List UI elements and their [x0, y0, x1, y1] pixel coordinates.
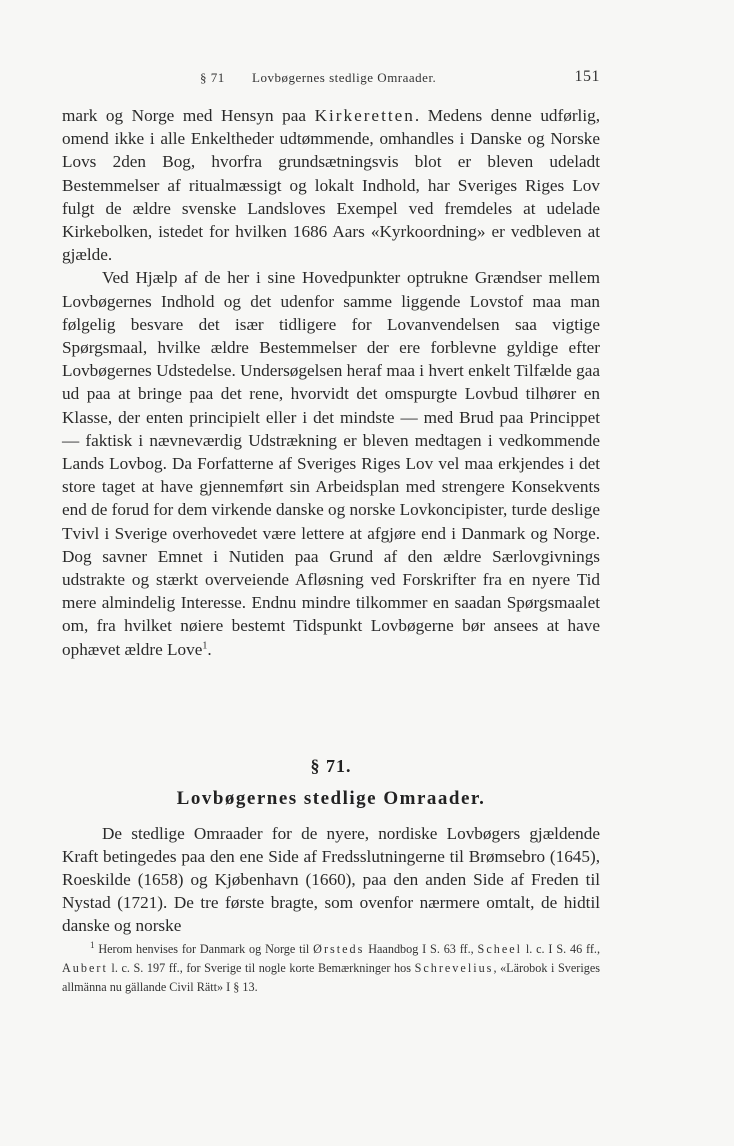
paragraph-1-text-a: mark og Norge med Hensyn paa [62, 106, 315, 125]
paragraph-1 [62, 104, 600, 266]
paragraph-2-text: Ved Hjælp af de her i sine Hovedpunkter optrukne Grændser mellem Lovbøgernes Indhold og det udenfor samme liggende Lovstof maa man følgelig besvare det især tidligere for Lovanvendelsen saa vigtige Spørgsmaal, hvilke ældre Bestemmelser der ere forblevne gyldige efter Lovbøgernes Udstedelse. Undersøgelsen heraf maa i hvert enkelt Tilfælde gaa ud paa at bringe paa det rene, hvorvidt det omspurgte Lovbud tilhører en Klasse, der enten principielt eller i det mindste — med Brud paa Princippet — faktisk i nævneværdig Udstrækning er bleven medtagen i vedkommende Lands Lovbog. Da Forfatterne af Sveriges Riges Lov vel maa erkjendes i det store taget at have gjennemført sin Arbeidsplan med strengere Konsekvents end de forud for dem virkende danske og norske Lovkoncipister, turde deslige Tvivl i Sverige overhovedet være lettere at afgjøre end i Danmark og Norge. Dog savner Emnet i Nutiden paa Grund af den ældre Særlovgivnings udstrakte og stærkt overveiende Afløsning ved Forskrifter fra en nyere Tid mere almindelig Interesse. Endnu mindre tilkommer en saadan Spørgsmaalet om, fra hvilket nøiere bestemt Tidspunkt Lovbøgerne bør ansees at have ophævet ældre Love [62, 268, 600, 659]
paragraph-2-end: . [207, 639, 212, 659]
footnote-text-e: , «Lärobok i Sveriges allmänna nu gällande Civil Rätt» I § 13. [62, 961, 600, 994]
running-head-title: Lovbøgernes stedlige Omraader. [252, 70, 437, 85]
footnote-author-orsted: Ørsteds [313, 942, 365, 956]
running-head [60, 64, 600, 92]
footnote-author-scheel: Scheel [477, 942, 523, 956]
footnote-author-schrevelius: Schrevelius [414, 961, 494, 975]
footnote-mark: 1 [90, 939, 95, 950]
footnote-text-a: Herom henvises for Danmark og Norge til [98, 942, 314, 956]
section-title: Lovbøgernes stedlige Omraader. [176, 788, 486, 809]
section-number: § 71. [310, 756, 352, 776]
footnote-text-d: l. c. S. 197 ff., for Sverige til nogle korte Bemærkninger hos [107, 961, 415, 975]
section-body [62, 822, 600, 937]
page-number: 151 [574, 68, 600, 85]
paragraph-3: De stedlige Omraader for de nyere, nordiske Lovbøgers gjældende Kraft betingedes paa den ene Side af Fredsslutningerne til Brømsebro (1645), Roeskilde (1658) og Kjøbenhavn (1660), paa den anden Side af Freden til Nystad (1721). De tre første bragte, som ovenfor nærmere omtalt, de hidtil danske og norske [62, 824, 600, 935]
paragraph-2 [62, 266, 600, 660]
footnote [62, 940, 600, 997]
running-head-section: § 71 [200, 70, 225, 85]
body-text [62, 104, 600, 661]
footnote-text-c: l. c. I S. 46 ff., [522, 942, 600, 956]
footnote-reference[interactable]: 1 [202, 639, 208, 651]
paragraph-1-text-b: . Medens denne udførlig, omend ikke i alle Enkeltheder udtømmende, omhandles i Danske og Norske Lovs 2den Bog, hvorfra grundsætningsvis blot er bleven udeladt Bestemmelser af ritualmæssigt og lokalt Indhold, har Sveriges Riges Lov fulgt de ældre svenske Landsloves Exempel ved fremdeles at udelade Kirkebolken, istedet for hvilken 1686 Aars «Kyrkoordning» er vedbleven at gjælde. [62, 106, 600, 265]
emphasis-kirkeretten: Kirkeretten [314, 106, 415, 125]
footnote-text-b: Haandbog I S. 63 ff., [364, 942, 478, 956]
footnote-author-aubert: Aubert [62, 961, 108, 975]
